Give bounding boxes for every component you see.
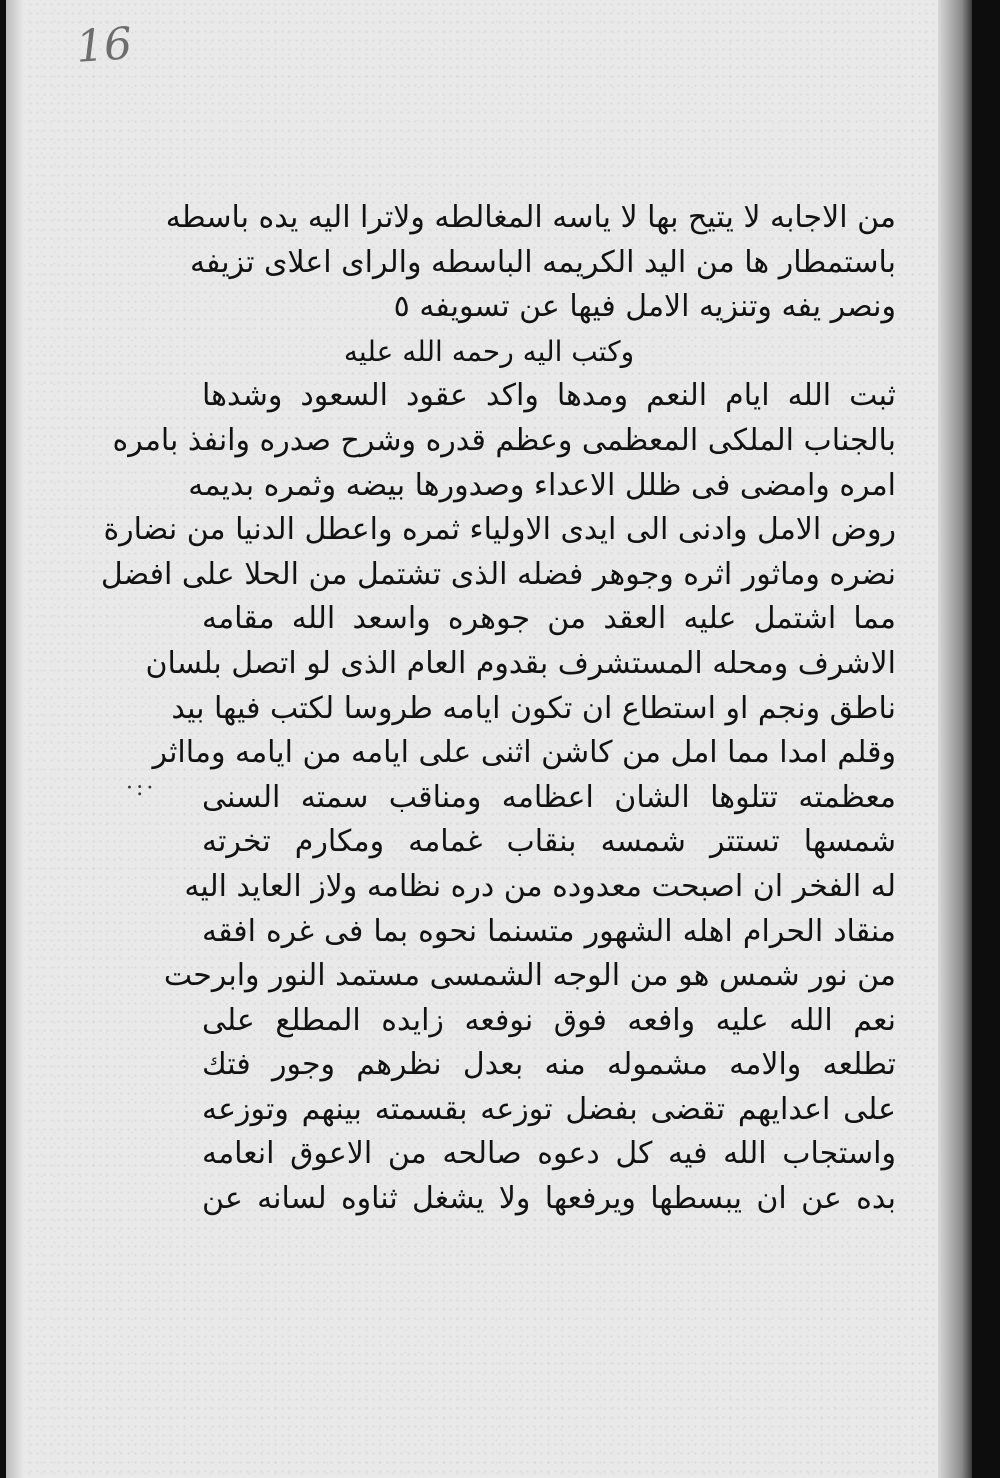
page-left-edge xyxy=(6,0,24,1478)
page-gutter-shadow xyxy=(938,0,972,1478)
text-line: بالجناب الملكى المعظمى وعظم قدره وشرح صدره وانفذ بامره xyxy=(112,422,896,458)
text-line: ثبت الله ايام النعم ومدها واكد عقود السعود وشدها xyxy=(202,378,896,414)
text-line: تطلعه والامه مشموله منه بعدل نظرهم وجور فتك xyxy=(202,1047,896,1083)
text-line: بده عن ان يبسطها ويرفعها ولا يشغل ثناوه لسانه عن xyxy=(202,1181,896,1217)
text-line: باستمطار ها من اليد الكريمه الباسطه والراى اعلاى تزيفه xyxy=(189,244,896,280)
text-line: شمسها تستتر شمسه بنقاب غمامه ومكارم تخرته xyxy=(202,824,896,860)
text-line: نضره وماثور اثره وجوهر فضله الذى تشتمل من الحلا على افضل xyxy=(100,556,896,592)
text-line: وقلم امدا مما امل من كاشن اثنى على ايامه من ايامه ومااثر xyxy=(152,735,896,771)
text-line: من نور شمس هو من الوجه الشمسى مستمد النور وابرحت xyxy=(163,958,896,994)
text-line: امره وامضى فى ظلل الاعداء وصدورها بيضه وثمره بديمه xyxy=(188,467,896,503)
text-line: على اعدايهم تقضى بفضل توزعه بقسمته بينهم وتوزعه xyxy=(202,1091,896,1127)
text-line: ناطق ونجم او استطاع ان تكون ايامه طروسا لكتب فيها بيد xyxy=(171,690,896,726)
manuscript-text-block xyxy=(100,196,896,1222)
text-line: منقاد الحرام اهله الشهور متسنما نحوه بما فى غره افقه xyxy=(202,913,896,949)
text-line: واستجاب الله فيه كل دعوه صالحه من الاعوق انعامه xyxy=(202,1136,896,1172)
text-line: له الفخر ان اصبحت معدوده من دره نظامه ولاز العايد اليه xyxy=(184,868,896,904)
section-heading: وكتب اليه رحمه الله عليه xyxy=(343,334,635,368)
folio-number: 16 xyxy=(74,18,134,73)
text-line: مما اشتمل عليه العقد من جوهره واسعد الله مقامه xyxy=(202,601,896,637)
margin-mark: ·:· xyxy=(126,776,157,801)
text-line: روض الامل وادنى الى ايدى الاولياء ثمره واعطل الدنيا من نضارة xyxy=(103,512,896,548)
text-line: من الاجابه لا يتيح بها لا ياسه المغالطه ولاترا اليه يده باسطه xyxy=(165,200,896,235)
text-line: معظمته تتلوها الشان اعظامه ومناقب سمته السنى xyxy=(202,779,896,815)
text-line: الاشرف ومحله المستشرف بقدوم العام الذى لو اتصل بلسان xyxy=(145,645,896,681)
text-line: ونصر يفه وتنزيه الامل فيها عن تسويفه ٥ xyxy=(393,289,896,325)
manuscript-page xyxy=(6,0,972,1478)
text-line: نعم الله عليه وافعه فوق نوفعه زايده المطلع على xyxy=(202,1002,896,1038)
